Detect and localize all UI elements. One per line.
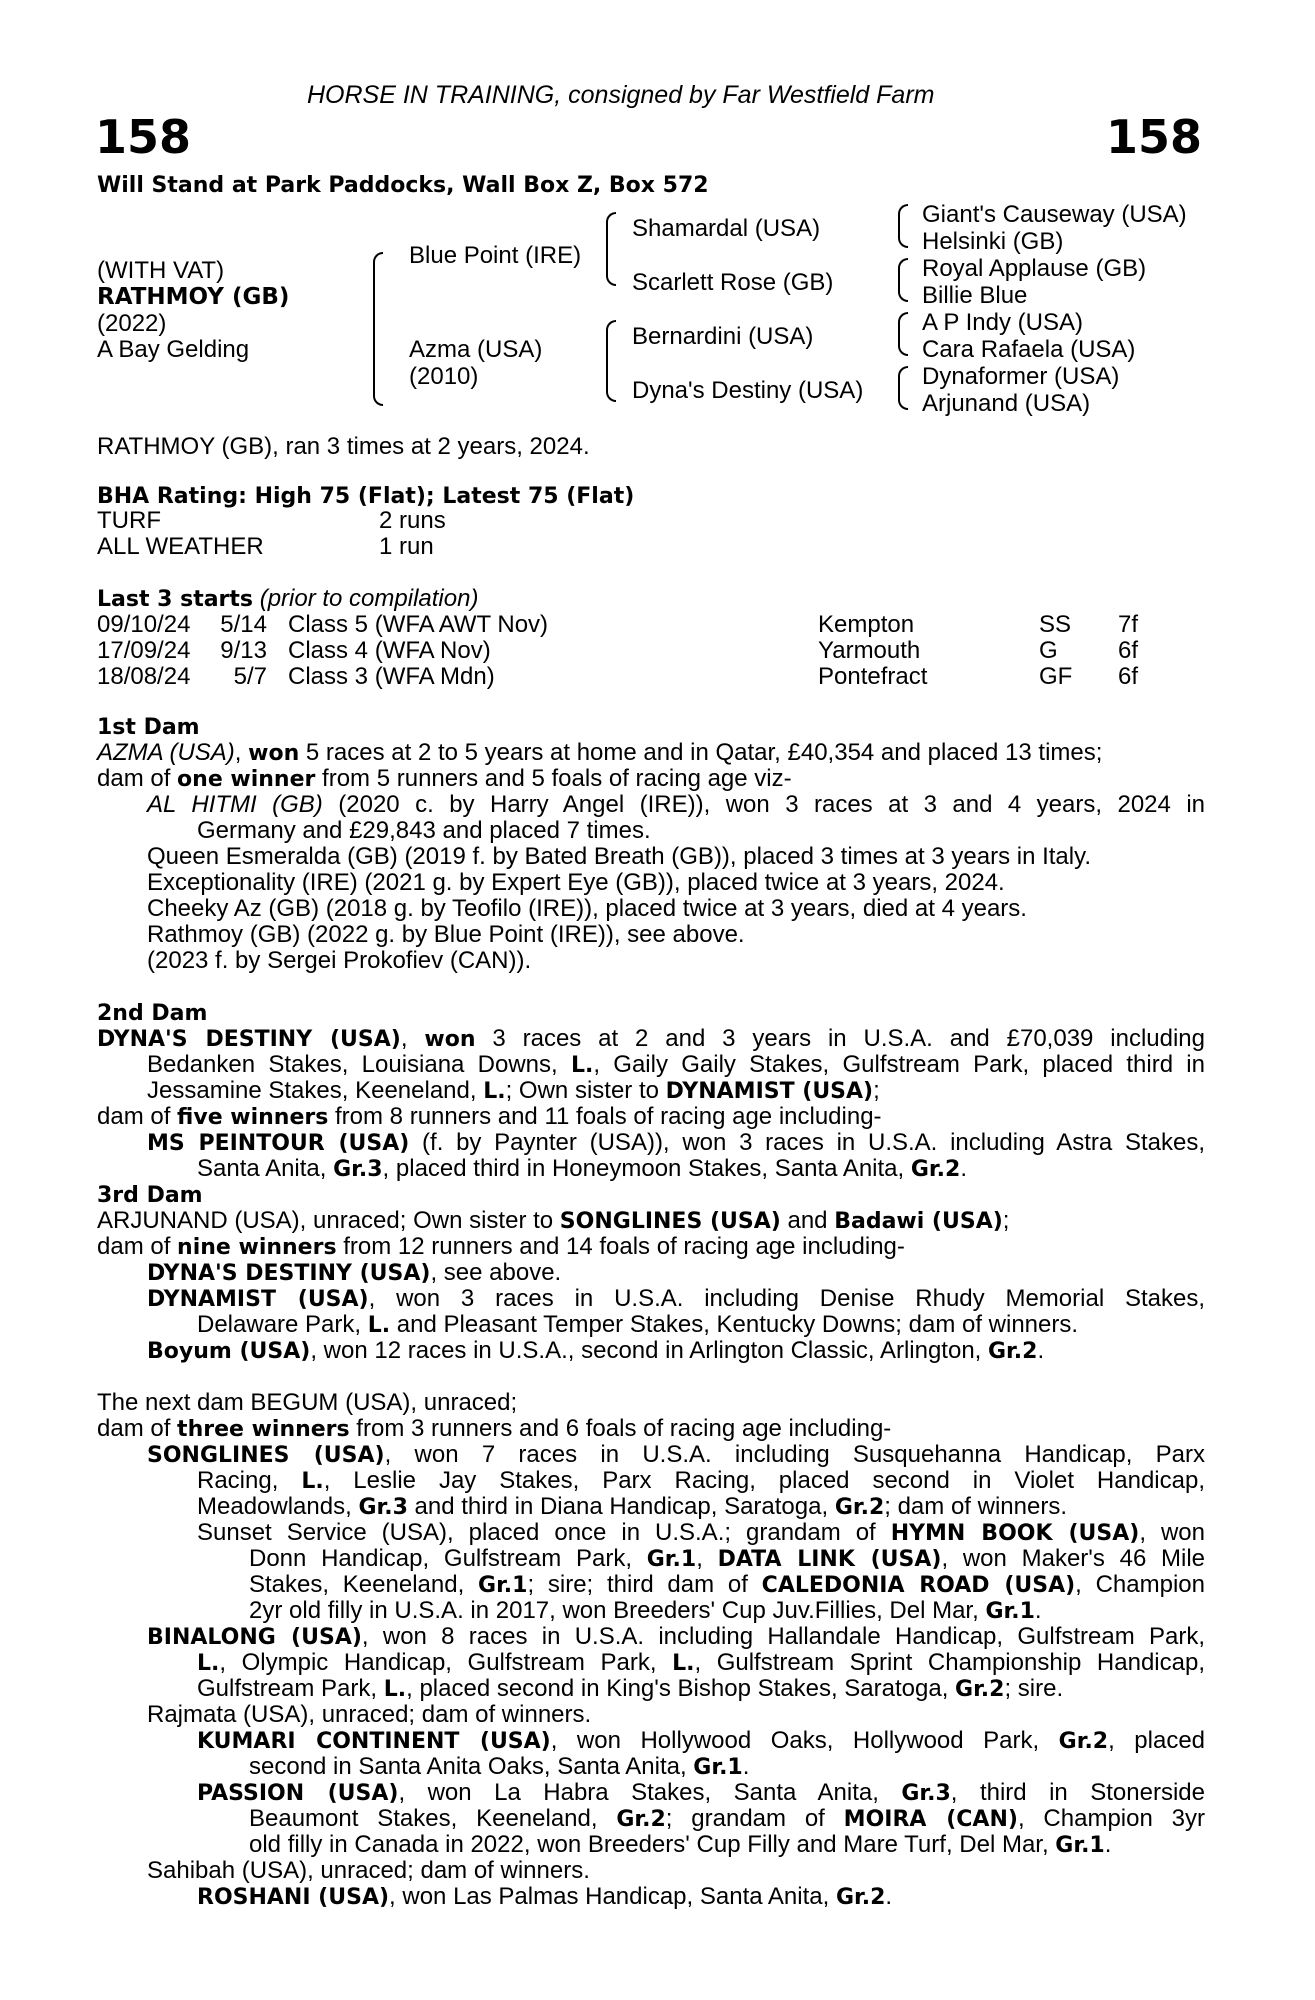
text: , placed second in King's Bishop Stakes, Saratoga, bbox=[406, 1675, 956, 1702]
grade-label: Gr.2 bbox=[1058, 1729, 1109, 1754]
progeny-line: Rajmata (USA), unraced; dam of winners. bbox=[147, 1701, 592, 1728]
text: , Champion bbox=[1075, 1571, 1205, 1598]
listed-label: L. bbox=[197, 1651, 220, 1676]
bha-rating-heading: BHA Rating: High 75 (Flat); Latest 75 (Flat) bbox=[97, 484, 635, 509]
start-course: Yarmouth bbox=[818, 637, 921, 664]
lot-number-right: 158 bbox=[1105, 110, 1202, 164]
start-going: G bbox=[1039, 637, 1058, 664]
winners-count: one winner bbox=[177, 767, 316, 792]
pedigree-dam-dam: Dyna's Destiny (USA) bbox=[632, 377, 864, 404]
progeny-name: MS PEINTOUR (USA) bbox=[147, 1131, 410, 1156]
text: ARJUNAND (USA), unraced; Own sister to bbox=[97, 1207, 560, 1234]
grade-label: Gr.1 bbox=[1055, 1833, 1105, 1858]
start-position: 5/14 bbox=[220, 611, 267, 638]
sibling-name: DYNAMIST (USA) bbox=[665, 1079, 874, 1104]
next-dam-section bbox=[97, 1390, 1205, 1910]
second-dam-heading: 2nd Dam bbox=[97, 1001, 208, 1026]
pedigree-dsd: Cara Rafaela (USA) bbox=[922, 336, 1136, 363]
text: , Gulfstream Sprint Championship Handicap, bbox=[694, 1649, 1205, 1676]
text: second in Santa Anita Oaks, Santa Anita, bbox=[249, 1753, 694, 1780]
text: . bbox=[885, 1883, 893, 1910]
pedigree-ddd: Arjunand (USA) bbox=[922, 390, 1091, 417]
pedigree-dam: Azma (USA) bbox=[409, 336, 543, 363]
text: ; sire. bbox=[1004, 1675, 1064, 1702]
text: from 3 runners and 6 foals of racing age including- bbox=[349, 1415, 892, 1442]
pedigree-dam-sire: Bernardini (USA) bbox=[632, 323, 814, 350]
text: Donn Handicap, Gulfstream Park, bbox=[249, 1545, 647, 1572]
pedigree-sire: Blue Point (IRE) bbox=[409, 242, 582, 269]
start-distance: 7f bbox=[1118, 611, 1139, 638]
pedigree-brace-dam bbox=[606, 320, 616, 402]
text: Meadowlands, bbox=[197, 1493, 359, 1520]
pedigree-brace-dd bbox=[898, 366, 908, 410]
text: Santa Anita, bbox=[197, 1155, 334, 1182]
progeny-name: PASSION (USA) bbox=[197, 1781, 399, 1806]
grade-label: Gr.1 bbox=[646, 1547, 697, 1572]
progeny-line: (2023 f. by Sergei Prokofiev (CAN)). bbox=[147, 947, 532, 974]
text: ; grandam of bbox=[665, 1805, 844, 1832]
text: , placed bbox=[1108, 1727, 1206, 1754]
text: , won Maker's 46 Mile bbox=[941, 1545, 1206, 1572]
progeny-line: Cheeky Az (GB) (2018 g. by Teofilo (IRE)), placed twice at 3 years, died at 4 years. bbox=[147, 895, 1027, 922]
next-dam-intro: The next dam BEGUM (USA), unraced; bbox=[97, 1389, 518, 1416]
text: and third in Diana Handicap, Saratoga, bbox=[407, 1493, 835, 1520]
text: Stakes, Keeneland, bbox=[249, 1571, 479, 1598]
start-going: GF bbox=[1039, 663, 1073, 690]
text: . bbox=[960, 1155, 967, 1182]
start-course: Pontefract bbox=[818, 663, 928, 690]
start-date: 17/09/24 bbox=[97, 637, 191, 664]
start-race: Class 5 (WFA AWT Nov) bbox=[288, 611, 549, 638]
text: , won Hollywood Oaks, Hollywood Park, bbox=[550, 1727, 1059, 1754]
progeny-record: (2020 c. by Harry Angel (IRE)), won 3 races at 3 and 4 years, 2024 in bbox=[322, 791, 1206, 818]
grade-label: Gr.3 bbox=[901, 1781, 951, 1806]
text: , Leslie Jay Stakes, Parx Racing, placed second in Violet Handicap, bbox=[323, 1467, 1205, 1494]
progeny-name: CALEDONIA ROAD (USA) bbox=[761, 1573, 1076, 1598]
text: from 8 runners and 11 foals of racing age including- bbox=[328, 1103, 882, 1130]
grade-label: Gr.3 bbox=[333, 1157, 383, 1182]
progeny-name: DATA LINK (USA) bbox=[717, 1547, 942, 1572]
grade-label: Gr.1 bbox=[693, 1755, 743, 1780]
progeny-line: Exceptionality (IRE) (2021 g. by Expert Eye (GB)), placed twice at 3 years, 2024. bbox=[147, 869, 1005, 896]
first-dam-heading: 1st Dam bbox=[97, 715, 200, 740]
second-dam-section bbox=[97, 1000, 1205, 1182]
text: dam of bbox=[97, 1103, 178, 1130]
listed-label: L. bbox=[383, 1677, 407, 1702]
start-position: 9/13 bbox=[220, 637, 267, 664]
text: Beaumont Stakes, Keeneland, bbox=[249, 1805, 617, 1832]
text: ; bbox=[1002, 1207, 1010, 1234]
winners-count: nine winners bbox=[177, 1235, 337, 1260]
first-dam-section: 1st Dam AZMA (USA), won 5 races at 2 to 5 years at home and in Qatar, £40,354 and placed 13 times; dam of one winner from 5 runners and 5 foals of racing age viz- AL HITMI (GB) (2020 c. by Harry Angel (IRE)), won 3 races at 3 and 4 years, 2024 in Germany and £29,843 and placed 7 times. Queen Esmeralda (GB) (2019 f. by Bated Breath (GB)), placed 3 times at 3 years in Italy. Exceptionality (IRE) (2021 g. by Expert Eye (GB)), placed twice at 3 years, 2024. Cheeky Az (GB) (2018 g. by Teofilo (IRE)), placed twice at 3 years, died at 4 years. Rathmoy (GB) (2022 g. by Blue Point (IRE)), see above. (2023 f. by Sergei Prokofiev (CAN)). bbox=[97, 715, 1206, 974]
start-distance: 6f bbox=[1118, 637, 1139, 664]
last-starts-title: Last 3 starts bbox=[97, 587, 254, 612]
grade-label: Gr.2 bbox=[616, 1807, 666, 1832]
text: , won 8 races in U.S.A. including Hallandale Handicap, Gulfstream Park, bbox=[361, 1623, 1205, 1650]
progeny-name: HYMN BOOK (USA) bbox=[890, 1521, 1140, 1546]
text: and Pleasant Temper Stakes, Kentucky Downs; dam of winners. bbox=[390, 1311, 1079, 1338]
start-course: Kempton bbox=[818, 611, 915, 638]
dam-name: DYNA'S DESTINY (USA) bbox=[97, 1027, 401, 1052]
text: Bedanken Stakes, Louisiana Downs, bbox=[147, 1051, 571, 1078]
pedigree-brace-ss bbox=[898, 204, 908, 248]
text: Jessamine Stakes, Keeneland, bbox=[147, 1077, 484, 1104]
won-label: won bbox=[424, 1027, 476, 1052]
text: Sunset Service (USA), placed once in U.S.A.; grandam of bbox=[197, 1519, 891, 1546]
text: Gulfstream Park, bbox=[197, 1675, 384, 1702]
text: from 12 runners and 14 foals of racing age including- bbox=[336, 1233, 905, 1260]
listed-label: L. bbox=[367, 1313, 391, 1338]
progeny-name: SONGLINES (USA) bbox=[147, 1443, 385, 1468]
dam-record: 5 races at 2 to 5 years at home and in Qatar, £40,354 and placed 13 times; bbox=[299, 739, 1103, 766]
dam-name: AZMA (USA) bbox=[97, 739, 235, 766]
rating-runs-aw: 1 run bbox=[379, 533, 434, 560]
consignment-line: HORSE IN TRAINING, consigned by Far Westfield Farm bbox=[307, 81, 935, 109]
sibling-name: Badawi (USA) bbox=[834, 1209, 1003, 1234]
pedigree-sire-dam: Scarlett Rose (GB) bbox=[632, 269, 834, 296]
start-position: 5/7 bbox=[233, 663, 267, 690]
text: , placed third in Honeymoon Stakes, Santa Anita, bbox=[382, 1155, 911, 1182]
progeny-name: DYNA'S DESTINY (USA) bbox=[147, 1261, 431, 1286]
start-date: 09/10/24 bbox=[97, 611, 191, 638]
third-dam-section bbox=[97, 1182, 1205, 1364]
text: , bbox=[400, 1025, 425, 1052]
pedigree-dam-year: (2010) bbox=[409, 363, 479, 390]
third-dam-heading: 3rd Dam bbox=[97, 1183, 203, 1208]
pedigree-dds: Dynaformer (USA) bbox=[922, 363, 1120, 390]
sibling-name: SONGLINES (USA) bbox=[559, 1209, 781, 1234]
pedigree-sdd: Billie Blue bbox=[922, 282, 1028, 309]
progeny-record-cont: Germany and £29,843 and placed 7 times. bbox=[197, 817, 651, 844]
progeny-record: , won 3 races in U.S.A. including Denise Rhudy Memorial Stakes, bbox=[368, 1285, 1205, 1312]
grade-label: Gr.3 bbox=[358, 1495, 408, 1520]
text: ; sire; third dam of bbox=[527, 1571, 762, 1598]
grade-label: Gr.2 bbox=[835, 1885, 886, 1910]
vat-label: (WITH VAT) bbox=[97, 257, 225, 284]
last-starts-heading bbox=[97, 586, 478, 613]
text: , won Las Palmas Handicap, Santa Anita, bbox=[389, 1883, 836, 1910]
listed-label: L. bbox=[301, 1469, 324, 1494]
horse-year: (2022) bbox=[97, 310, 167, 337]
listed-label: L. bbox=[570, 1053, 594, 1078]
location-line: Will Stand at Park Paddocks, Wall Box Z, Box 572 bbox=[97, 173, 709, 198]
text: , won bbox=[1139, 1519, 1205, 1546]
progeny-record: (f. by Paynter (USA)), won 3 races in U.S.A. including Astra Stakes, bbox=[409, 1129, 1205, 1156]
dam-record: 3 races at 2 and 3 years in U.S.A. and £70,039 including bbox=[475, 1025, 1205, 1052]
grade-label: Gr.2 bbox=[955, 1677, 1005, 1702]
pedigree-ssd: Helsinki (GB) bbox=[922, 228, 1064, 255]
text: , won 7 races in U.S.A. including Susquehanna Handicap, Parx bbox=[384, 1441, 1206, 1468]
progeny-name: MOIRA (CAN) bbox=[843, 1807, 1018, 1832]
grade-label: Gr.1 bbox=[478, 1573, 528, 1598]
start-race: Class 3 (WFA Mdn) bbox=[288, 663, 495, 690]
won-label: won bbox=[248, 741, 300, 766]
text: , bbox=[696, 1545, 718, 1572]
grade-label: Gr.2 bbox=[910, 1157, 961, 1182]
last-starts-note: (prior to compilation) bbox=[259, 585, 479, 612]
pedigree-sire-sire: Shamardal (USA) bbox=[632, 215, 821, 242]
text: . bbox=[1037, 1337, 1045, 1364]
text: . bbox=[1034, 1597, 1042, 1624]
text: . bbox=[1104, 1831, 1112, 1858]
text: from 5 runners and 5 foals of racing age viz- bbox=[315, 765, 792, 792]
rating-surface-turf: TURF bbox=[97, 507, 161, 534]
text: , won 12 races in U.S.A., second in Arlington Classic, Arlington, bbox=[310, 1337, 988, 1364]
text: . bbox=[742, 1753, 750, 1780]
text: 2yr old filly in U.S.A. in 2017, won Breeders' Cup Juv.Fillies, Del Mar, bbox=[249, 1597, 986, 1624]
text: dam of bbox=[97, 765, 178, 792]
horse-name: RATHMOY (GB) bbox=[97, 284, 290, 310]
pedigree-sss: Giant's Causeway (USA) bbox=[922, 201, 1187, 228]
horse-description: A Bay Gelding bbox=[97, 336, 250, 363]
text: old filly in Canada in 2022, won Breeders' Cup Filly and Mare Turf, Del Mar, bbox=[249, 1831, 1056, 1858]
progeny-name: Boyum (USA) bbox=[147, 1339, 311, 1364]
text: , see above. bbox=[430, 1259, 562, 1286]
pedigree-sds: Royal Applause (GB) bbox=[922, 255, 1147, 282]
progeny-name: DYNAMIST (USA) bbox=[147, 1287, 369, 1312]
pedigree-brace-sd bbox=[898, 258, 908, 302]
progeny-name: ROSHANI (USA) bbox=[197, 1885, 390, 1910]
race-summary: RATHMOY (GB), ran 3 times at 2 years, 2024. bbox=[97, 433, 590, 460]
text: and bbox=[780, 1207, 835, 1234]
listed-label: L. bbox=[672, 1651, 695, 1676]
progeny-name: AL HITMI (GB) bbox=[147, 791, 323, 818]
text: , Champion 3yr bbox=[1017, 1805, 1205, 1832]
grade-label: Gr.1 bbox=[985, 1599, 1035, 1624]
listed-label: L. bbox=[483, 1079, 506, 1104]
text: , Olympic Handicap, Gulfstream Park, bbox=[219, 1649, 673, 1676]
text: Racing, bbox=[197, 1467, 302, 1494]
start-going: SS bbox=[1039, 611, 1072, 638]
pedigree-brace-main bbox=[373, 252, 383, 406]
start-date: 18/08/24 bbox=[97, 663, 191, 690]
text: ; Own sister to bbox=[505, 1077, 666, 1104]
pedigree-brace-sire bbox=[606, 212, 616, 286]
rating-runs-turf: 2 runs bbox=[379, 507, 446, 534]
winners-count: three winners bbox=[177, 1417, 350, 1442]
start-distance: 6f bbox=[1118, 663, 1139, 690]
progeny-line: Queen Esmeralda (GB) (2019 f. by Bated Breath (GB)), placed 3 times at 3 years in Italy. bbox=[147, 843, 1091, 870]
grade-label: Gr.2 bbox=[988, 1339, 1038, 1364]
winners-count: five winners bbox=[177, 1105, 329, 1130]
pedigree-brace-ds bbox=[898, 312, 908, 356]
text: dam of bbox=[97, 1233, 178, 1260]
text: ; dam of winners. bbox=[884, 1493, 1067, 1520]
lot-number-left: 158 bbox=[95, 110, 192, 164]
progeny-line: Rathmoy (GB) (2022 g. by Blue Point (IRE)), see above. bbox=[147, 921, 745, 948]
pedigree-dss: A P Indy (USA) bbox=[922, 309, 1083, 336]
progeny-name: KUMARI CONTINENT (USA) bbox=[197, 1729, 551, 1754]
progeny-name: BINALONG (USA) bbox=[147, 1625, 362, 1650]
text: , third in Stonerside bbox=[950, 1779, 1205, 1806]
text: , Gaily Gaily Stakes, Gulfstream Park, placed third in bbox=[593, 1051, 1205, 1078]
grade-label: Gr.2 bbox=[834, 1495, 885, 1520]
text: dam of bbox=[97, 1415, 178, 1442]
progeny-line: Sahibah (USA), unraced; dam of winners. bbox=[147, 1857, 590, 1884]
text: Delaware Park, bbox=[197, 1311, 368, 1338]
rating-surface-aw: ALL WEATHER bbox=[97, 533, 264, 560]
start-race: Class 4 (WFA Nov) bbox=[288, 637, 491, 664]
text: , won La Habra Stakes, Santa Anita, bbox=[398, 1779, 902, 1806]
text: ; bbox=[873, 1077, 880, 1104]
